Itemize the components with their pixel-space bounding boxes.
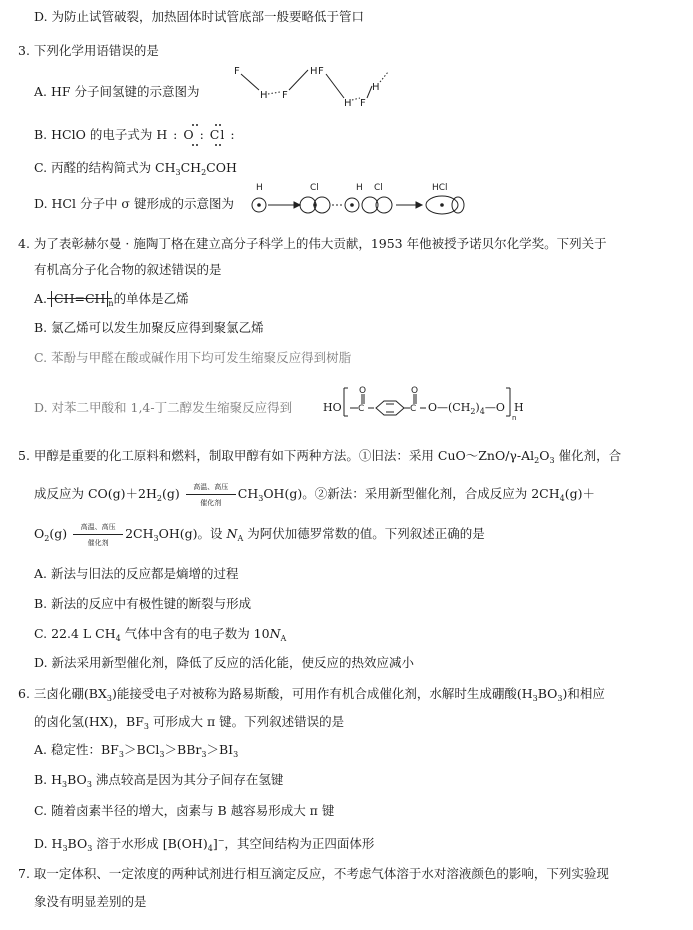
q5-stem-line1	[18, 448, 621, 469]
q6-option-d	[34, 833, 374, 857]
subscript: 3	[159, 750, 165, 759]
q3-option-b-label: B. HClO 的电子式为	[34, 127, 153, 142]
q6-option-a	[34, 742, 238, 763]
subscript: 3	[557, 694, 563, 703]
q5-text: (g)＋	[564, 486, 595, 501]
formula-text: )	[475, 401, 480, 414]
reaction-condition-bottom: 催化剂	[87, 538, 109, 547]
hf-h-label: H	[344, 98, 352, 109]
q3-option-c-text: CH	[180, 160, 202, 175]
subscript: 2	[470, 407, 476, 416]
subscript: 3	[153, 534, 159, 543]
subscript: 4	[559, 494, 565, 503]
q5-option-a: A. 新法与旧法的反应都是熵增的过程	[34, 566, 239, 581]
sigma-bond-diagram	[246, 180, 476, 220]
subscript: 3	[106, 694, 112, 703]
subscript: 3	[258, 494, 264, 503]
q6-option-c: C. 随着卤素半径的增大，卤素与 B 越容易形成大 π 键	[34, 803, 335, 818]
q6-option-b	[34, 772, 283, 793]
q6-text: )和相应	[562, 686, 605, 701]
q6-text: BO	[67, 836, 88, 851]
subscript: 4	[115, 634, 121, 643]
electron-dots-icon	[174, 122, 234, 148]
reaction-arrow	[73, 522, 123, 547]
subscript: 2	[534, 456, 540, 465]
hf-f-label: F	[282, 90, 288, 101]
formula-text: —O	[484, 401, 505, 414]
subscript: 3	[86, 780, 92, 789]
q5-option-b: B. 新法的反应中有极性键的断裂与形成	[34, 596, 252, 611]
q5-option-d: D. 新法采用新型催化剂，降低了反应的活化能，使反应的热效应减小	[34, 655, 415, 670]
subscript: 2	[156, 494, 162, 503]
q5-text: 催化剂，合	[554, 448, 622, 463]
q4-stem-line2: 有机高分子化合物的叙述错误的是	[34, 262, 222, 277]
polyester-formula-h: H	[514, 401, 524, 414]
subscript: 2	[44, 534, 50, 543]
polymer-bracket	[51, 291, 108, 307]
q5-text: O	[539, 448, 550, 463]
subscript: 3	[175, 168, 181, 177]
q3-option-c	[34, 160, 237, 181]
hf-f-label: F	[234, 66, 240, 77]
h-label: H	[256, 183, 263, 193]
q5-text: 5. 甲醇是重要的化工原料和燃料，制取甲醇有如下两种方法。①旧法：采用 CuO～ZnO/γ-Al	[18, 448, 535, 463]
q5-text: CH	[237, 486, 259, 501]
q5-stem-line3	[34, 522, 485, 547]
subscript: 4	[207, 844, 213, 853]
subscript: 3	[201, 750, 207, 759]
q6-text: B. H	[34, 772, 63, 787]
formula-text: HO	[323, 401, 342, 414]
q5-option-c	[34, 626, 286, 647]
n-subscript: n	[512, 414, 517, 422]
subscript: 3	[62, 844, 68, 853]
q6-stem-line2	[34, 714, 344, 735]
q5-text: (g)	[162, 486, 180, 501]
hf-hydrogen-bond-diagram	[232, 62, 392, 110]
subscript: A	[237, 534, 244, 543]
hf-h-label: H	[260, 90, 268, 101]
hcl-label: HCl	[432, 183, 448, 193]
q6-text: BO	[67, 772, 87, 787]
hf-h-label: H	[310, 66, 318, 77]
q5-stem-line2	[34, 482, 595, 507]
subscript: n	[108, 299, 114, 308]
arrow-bar	[186, 494, 236, 495]
carbonyl-o: O	[411, 386, 419, 396]
q3-option-d: D. HCl 分子中 σ 键形成的示意图为	[34, 196, 234, 211]
q6-text: BO	[537, 686, 558, 701]
polyester-formula-tail	[428, 400, 505, 420]
q4-option-b: B. 氯乙烯可以发生加聚反应得到聚氯乙烯	[34, 320, 264, 335]
q3-option-c-text: COH	[206, 160, 237, 175]
subscript: 3	[87, 844, 93, 853]
q4-stem-line1: 4. 为了表彰赫尔曼 · 施陶丁格在建立高分子科学上的伟大贡献，1953 年他被授予诺贝尔化学奖。下列关于	[18, 236, 607, 251]
formula-text: O—(CH	[428, 401, 471, 414]
q3-option-a: A. HF 分子间氢键的示意图为	[34, 84, 200, 99]
q3-stem: 3. 下列化学用语错误的是	[18, 43, 159, 58]
q6-text: ，其空间结构为正四面体形	[224, 836, 375, 851]
q6-text: 可形成大 π 键。下列叙述错误的是	[149, 714, 345, 729]
q5-text: O	[34, 526, 45, 541]
subscript: 3	[532, 694, 538, 703]
avogadro-symbol: N	[226, 526, 238, 541]
c-label: C	[358, 404, 365, 414]
subscript: 3	[118, 750, 124, 759]
q4-option-a-text: 的单体是乙烯	[113, 291, 189, 306]
subscript: 3	[143, 722, 150, 731]
hf-h-label: H	[372, 82, 380, 93]
q5-text: (g)	[49, 526, 68, 541]
q6-text: )能接受电子对被称为路易斯酸，可用作有机合成催化剂，水解时生成硼酸(H	[111, 686, 533, 701]
q2-option-d: D. 为防止试管破裂，加热固体时试管底部一般要略低于管口	[34, 9, 365, 24]
hclo-electron-formula: H : O : Cl :	[156, 127, 236, 142]
q7-stem-line1: 7. 取一定体积、一定浓度的两种试剂进行相互滴定反应，不考虑气体溶于水对溶液颜色的影响，下列实验现	[18, 866, 609, 881]
q6-text: ＞BI	[206, 742, 234, 757]
q6-text: 溶于水形成 [B(OH)	[92, 836, 208, 851]
q4-option-a	[34, 291, 189, 312]
q6-text: A. 稳定性：BF	[34, 742, 119, 757]
q3-option-c-text: C. 丙醛的结构简式为 CH	[34, 160, 176, 175]
reaction-arrow	[186, 482, 236, 507]
q5-text: 为阿伏加德罗常数的值。下列叙述正确的是	[243, 526, 485, 541]
q6-text: 沸点较高是因为其分子间存在氢键	[91, 772, 284, 787]
q6-text: 的卤化氢(HX)，BF	[34, 714, 144, 729]
q5-text: OH(g)。②新法：采用新型催化剂，合成反应为 2CH	[263, 486, 560, 501]
subscript: 3	[549, 456, 555, 465]
cl-label: Cl	[310, 183, 319, 193]
q5-text: 气体中含有的电子数为 10	[120, 626, 270, 641]
subscript: 3	[233, 750, 239, 759]
cl-label: Cl	[374, 183, 383, 193]
q5-text: 2CH	[125, 526, 154, 541]
q6-text: D. H	[34, 836, 63, 851]
q6-text: ＞BBr	[164, 742, 202, 757]
arrow-bar	[73, 534, 123, 535]
q4-option-a-label: A.	[34, 291, 48, 306]
carbonyl-o: O	[359, 386, 367, 396]
subscript: 3	[62, 780, 68, 789]
avogadro-symbol: N	[269, 626, 281, 641]
hf-f-label: F	[360, 98, 366, 109]
q7-stem-line2: 象没有明显差别的是	[34, 894, 147, 909]
q4-option-d: D. 对苯二甲酸和 1,4-丁二醇发生缩聚反应得到	[34, 400, 293, 415]
q4-option-c: C. 苯酚与甲醛在酸或碱作用下均可发生缩聚反应得到树脂	[34, 350, 352, 365]
polyester-formula	[323, 400, 342, 416]
q6-stem-line1	[18, 686, 605, 707]
q6-text: 6. 三卤化硼(BX	[18, 686, 107, 701]
h-label: H	[356, 183, 363, 193]
reaction-condition-top: 高温、高压	[80, 522, 116, 531]
q6-text: ＞BCl	[123, 742, 160, 757]
c-label: C	[410, 404, 417, 414]
subscript: A	[280, 634, 287, 643]
reaction-condition-top: 高温、高压	[193, 482, 229, 491]
q5-text: OH(g)。设	[158, 526, 227, 541]
subscript: 2	[201, 168, 207, 177]
q6-text: ]	[212, 836, 218, 851]
q5-text: C. 22.4 L CH	[34, 626, 116, 641]
reaction-condition-bottom: 催化剂	[200, 498, 222, 507]
q5-text: 成反应为 CO(g)＋2H	[34, 486, 157, 501]
polymer-unit: CH=CH	[54, 291, 106, 306]
superscript: −	[217, 836, 225, 845]
subscript: 4	[479, 407, 485, 416]
hf-f-label: F	[318, 66, 324, 77]
